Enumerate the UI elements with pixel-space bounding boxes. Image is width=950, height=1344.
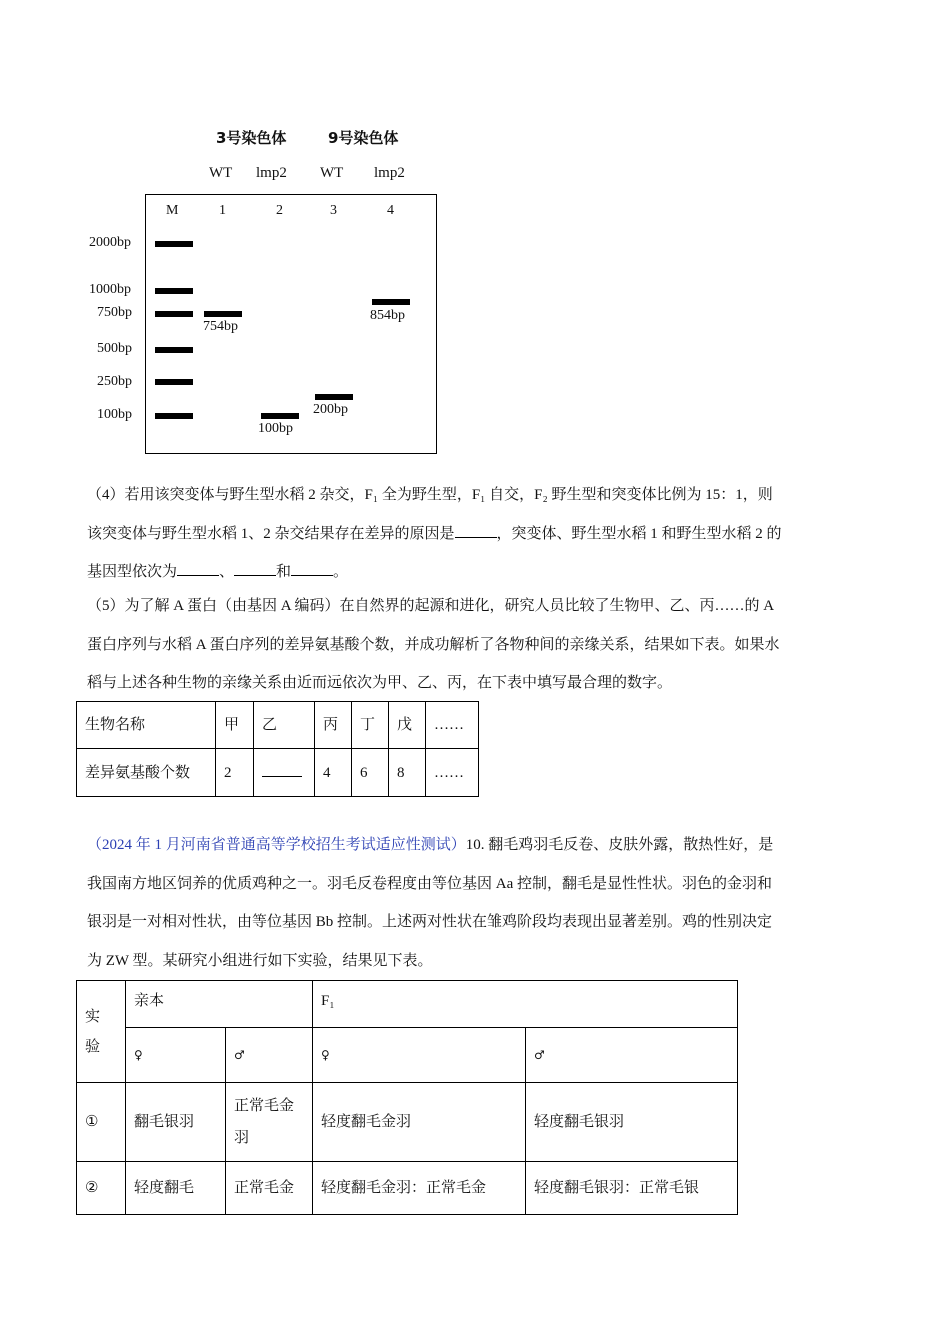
table-cell: 戊 (389, 702, 426, 749)
q10-text: 10. 翻毛鸡羽毛反卷、皮肤外露，散热性好，是 (465, 837, 774, 853)
q4-text: 该突变体与野生型水稻 1、2 杂交结果存在差异的原因是 (87, 525, 455, 542)
chromosome3-header: 3号染色体 (216, 129, 287, 147)
male-symbol: ♂ (526, 1028, 738, 1083)
table-cell: 丁 (352, 702, 389, 749)
lane-number: 3 (330, 203, 337, 218)
table-cell (254, 749, 315, 797)
q10-line2: 我国南方地区饲养的优质鸡种之一。羽毛反卷程度由等位基因 Aa 控制，翻毛是显性性状。羽色的金羽和 (87, 875, 772, 892)
cell-text: 正常毛金 (234, 1098, 295, 1114)
amino-acid-table (76, 701, 479, 797)
table-cell: 翻毛银羽 (126, 1083, 226, 1162)
table-cell: …… (426, 749, 479, 797)
female-symbol: ♀ (313, 1028, 526, 1083)
band-label: 854bp (370, 308, 405, 323)
experiment-id: ① (77, 1083, 126, 1162)
q4-text: 基因型依次为 (87, 564, 178, 580)
marker-band (155, 413, 193, 419)
q5-line2: 蛋白序列与水稻 A 蛋白序列的差异氨基酸个数，并成功解析了各物种间的亲缘关系，结果如下表。如果水 (87, 636, 780, 653)
answer-blank[interactable] (234, 561, 276, 576)
table-cell: …… (426, 702, 479, 749)
q4-line2 (87, 515, 862, 554)
marker-band (155, 347, 193, 353)
table-cell: 乙 (254, 702, 315, 749)
table-cell: 丙 (315, 702, 352, 749)
q5-line3: 稻与上述各种生物的亲缘关系由近而远依次为甲、乙、丙，在下表中填写最合理的数字。 (87, 675, 673, 691)
question-5 (87, 587, 862, 703)
lane-type-2: lmp2 (256, 165, 287, 181)
experiment-id: ② (77, 1162, 126, 1215)
q10-line3: 银羽是一对相对性状，由等位基因 Bb 控制。上述两对性状在雏鸡阶段均表现出显著差别。鸡的性别决定 (87, 914, 773, 930)
q5-line1: （5）为了解 A 蛋白（由基因 A 编码）在自然界的起源和进化，研究人员比较了生物甲、乙、丙……的 A (87, 598, 775, 614)
q4-line3 (87, 553, 862, 592)
q4-text: 、 (219, 564, 235, 580)
marker-band (155, 311, 193, 317)
answer-blank[interactable] (177, 561, 219, 576)
question-4 (87, 476, 862, 592)
table-cell: 生物名称 (77, 702, 216, 749)
band-label: 100bp (258, 421, 293, 436)
sample-band-lane3 (315, 394, 353, 400)
lane-type-1: WT (209, 165, 233, 181)
marker-label: 100bp (97, 407, 132, 422)
band-label: 200bp (313, 402, 348, 417)
table-header-experiment (77, 981, 126, 1083)
header-text: 验 (85, 1038, 101, 1055)
table-row (77, 702, 479, 749)
header-text: 实 (85, 1008, 101, 1025)
female-symbol: ♀ (126, 1028, 226, 1083)
q4-text: 和 (276, 564, 292, 580)
marker-label: 250bp (97, 374, 132, 389)
sample-band-lane1 (204, 311, 242, 317)
table-cell: 8 (389, 749, 426, 797)
table-cell: 2 (216, 749, 254, 797)
marker-band (155, 379, 193, 385)
answer-blank[interactable] (455, 523, 497, 538)
band-label: 754bp (203, 319, 238, 334)
chromosome9-header: 9号染色体 (328, 129, 399, 147)
marker-label: 750bp (97, 305, 132, 320)
table-cell: 轻度翻毛 (126, 1162, 226, 1215)
q4-text: 。 (333, 564, 349, 580)
marker-label: 2000bp (89, 235, 131, 250)
table-cell: 正常毛金 (226, 1162, 313, 1215)
table-cell: 4 (315, 749, 352, 797)
table-cell: 轻度翻毛金羽 (313, 1083, 526, 1162)
table-cell: 甲 (216, 702, 254, 749)
lane-type-4: lmp2 (374, 165, 405, 181)
experiment-table (76, 980, 738, 1215)
answer-blank[interactable] (291, 561, 333, 576)
table-header-f1: F₁ (313, 981, 738, 1028)
marker-label: 1000bp (89, 282, 131, 297)
lane-type-3: WT (320, 165, 344, 181)
question-10 (87, 826, 862, 980)
table-cell: 差异氨基酸个数 (77, 749, 216, 797)
answer-blank[interactable] (262, 762, 302, 777)
sample-band-lane2 (261, 413, 299, 419)
table-row (77, 749, 479, 797)
q10-line4: 为 ZW 型。某研究小组进行如下实验，结果见下表。 (87, 952, 433, 969)
table-header-parent: 亲本 (126, 981, 313, 1028)
table-row (77, 1162, 738, 1215)
table-cell: 6 (352, 749, 389, 797)
table-row (77, 981, 738, 1028)
lane-number: 1 (219, 203, 226, 218)
table-cell (226, 1083, 313, 1162)
marker-band (155, 288, 193, 294)
table-cell: 轻度翻毛银羽：正常毛银 (526, 1162, 738, 1215)
q10-line1 (87, 826, 862, 865)
sample-band-lane4 (372, 299, 410, 305)
table-row (77, 1028, 738, 1083)
table-cell: 轻度翻毛银羽 (526, 1083, 738, 1162)
table-cell: 轻度翻毛金羽：正常毛金 (313, 1162, 526, 1215)
question-source: （2024 年 1 月河南省普通高等学校招生考试适应性测试） (87, 837, 466, 853)
lane-number: 2 (276, 203, 283, 218)
lane-number: 4 (387, 203, 394, 218)
q4-line1: （4）若用该突变体与野生型水稻 2 杂交，F₁ 全为野生型，F₁ 自交，F₂ 野生型和突变体比例为 15：1，则 (87, 487, 773, 503)
lane-number-marker: M (166, 203, 179, 218)
cell-text: 羽 (234, 1130, 250, 1146)
marker-label: 500bp (97, 341, 132, 356)
table-row (77, 1083, 738, 1162)
q4-text: ，突变体、野生型水稻 1 和野生型水稻 2 的 (496, 525, 782, 542)
marker-band (155, 241, 193, 247)
male-symbol: ♂ (226, 1028, 313, 1083)
